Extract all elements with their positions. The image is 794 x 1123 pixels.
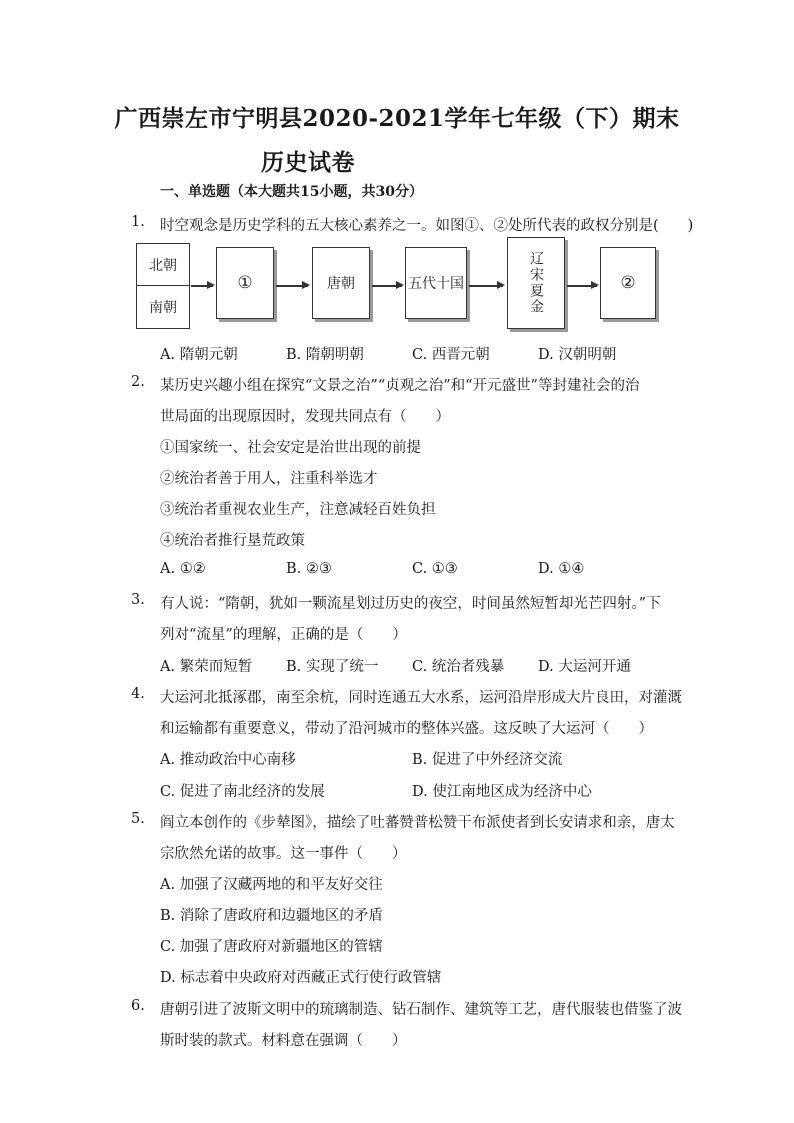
arrow-right-icon — [276, 285, 308, 287]
question-text: 时空观念是历史学科的五大核心素养之一。如图①、②处所代表的政权分别是( ) — [160, 218, 694, 234]
question-text: 某历史兴趣小组在探究“文景之治”“贞观之治”和“开元盛世”等封建社会的治 — [160, 378, 640, 394]
question-text: 和运输都有重要意义，带动了沿河城市的整体兴盛。这反映了大运河（ ） — [160, 721, 653, 737]
option-a[interactable]: A. 推动政治中心南移 — [160, 752, 296, 768]
option-a[interactable]: A. 加强了汉藏两地的和平友好交往 — [160, 877, 383, 893]
option-a[interactable]: A. 繁荣而短暂 — [160, 659, 253, 675]
page-title-line2: 历史试卷 — [261, 149, 355, 176]
section-heading: 一、单选题（本大题共15小题，共30分） — [160, 184, 423, 200]
box-south: 南朝 — [149, 300, 177, 316]
option-c[interactable]: C. 促进了南北经济的发展 — [160, 784, 325, 800]
option-d[interactable]: D. 标志着中央政府对西藏正式行使行政管辖 — [160, 970, 442, 986]
question-number: 5. — [131, 811, 145, 827]
box-five-dynasties: 五代十国 — [405, 247, 467, 319]
option-c[interactable]: C. ①③ — [412, 561, 458, 577]
question-text: 唐朝引进了波斯文明中的琉璃制造、钻石制作、建筑等工艺，唐代服装也借鉴了波 — [160, 1002, 682, 1018]
question-text: 斯时装的款式。材料意在强调（ ） — [160, 1033, 407, 1049]
question-number: 2. — [131, 374, 145, 390]
option-b[interactable]: B. ②③ — [286, 561, 332, 577]
box-north-south — [136, 243, 190, 329]
option-b[interactable]: B. 实现了统一 — [286, 659, 379, 675]
arrow-right-icon — [191, 285, 213, 287]
option-b[interactable]: B. 隋朝明朝 — [286, 347, 364, 363]
statement-4: ④统治者推行垦荒政策 — [160, 533, 305, 549]
option-b[interactable]: B. 促进了中外经济交流 — [412, 752, 563, 768]
question-text: 阎立本创作的《步辇图》，描绘了吐蕃赞普松赞干布派使者到长安请求和亲，唐太 — [160, 815, 675, 831]
arrow-right-icon — [469, 285, 503, 287]
option-d[interactable]: D. 汉朝明朝 — [538, 347, 617, 363]
box-north: 北朝 — [137, 244, 189, 286]
option-d[interactable]: D. ①④ — [538, 561, 585, 577]
option-d[interactable]: D. 大运河开通 — [538, 659, 631, 675]
question-text: 列对“流星”的理解，正确的是（ ） — [160, 627, 407, 643]
question-number: 1. — [131, 214, 145, 230]
box-1: ① — [216, 247, 274, 319]
statement-3: ③统治者重视农业生产，注意减轻百姓负担 — [160, 502, 436, 518]
option-c[interactable]: C. 西晋元朝 — [412, 347, 490, 363]
statement-2: ②统治者善于用人，注重科举选才 — [160, 471, 378, 487]
page-title-line1: 广西崇左市宁明县2020-2021学年七年级（下）期末 — [114, 105, 680, 132]
question-text: 有人说：“隋朝，犹如一颗流星划过历史的夜空，时间虽然短暂却光芒四射。”下 — [160, 596, 661, 612]
arrow-right-icon — [567, 285, 597, 287]
option-d[interactable]: D. 使江南地区成为经济中心 — [412, 784, 592, 800]
option-c[interactable]: C. 加强了唐政府对新疆地区的管辖 — [160, 939, 383, 955]
option-c[interactable]: C. 统治者残暴 — [412, 659, 505, 675]
box-liao-song-xia-jin: 辽宋夏金 — [507, 237, 565, 329]
option-b[interactable]: B. 消除了唐政府和边疆地区的矛盾 — [160, 908, 383, 924]
option-a[interactable]: A. ①② — [160, 561, 206, 577]
question-number: 4. — [131, 686, 145, 702]
question-number: 3. — [131, 592, 145, 608]
option-a[interactable]: A. 隋朝元朝 — [160, 347, 238, 363]
question-number: 6. — [131, 998, 145, 1014]
statement-1: ①国家统一、社会安定是治世出现的前提 — [160, 440, 421, 456]
arrow-right-icon — [372, 285, 402, 287]
box-tang: 唐朝 — [312, 247, 370, 319]
question-text: 大运河北抵涿郡，南至余杭，同时连通五大水系，运河沿岸形成大片良田，对灌溉 — [160, 690, 682, 706]
question-text: 世局面的出现原因时，发现共同点有（ ） — [160, 409, 450, 425]
box-2: ② — [600, 247, 656, 319]
question-text: 宗欣然允诺的故事。这一事件（ ） — [160, 846, 407, 862]
